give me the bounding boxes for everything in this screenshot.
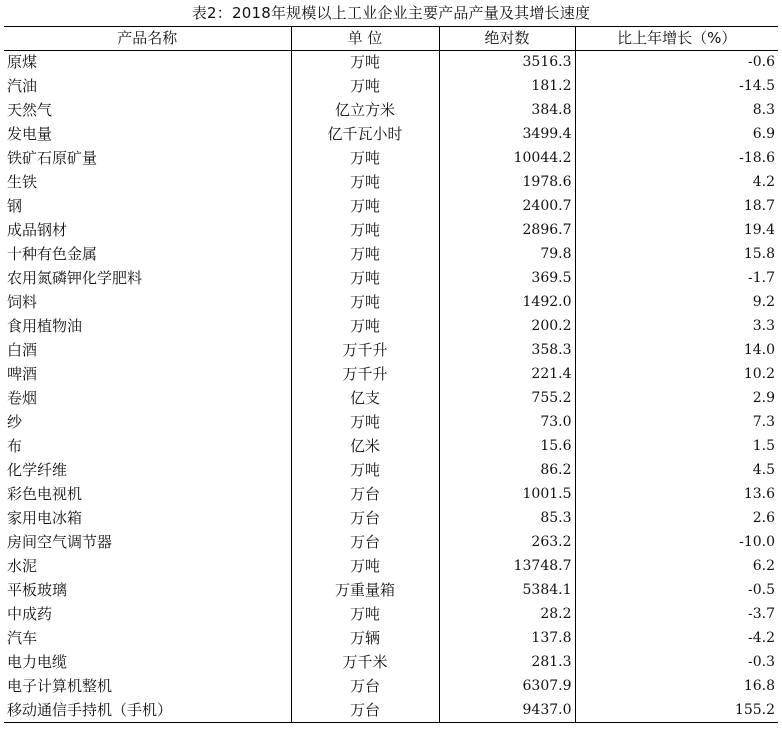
- growth-rate-cell: 15.8: [575, 243, 778, 267]
- unit-cell: 万吨: [291, 171, 439, 195]
- unit-cell: 万千米: [291, 651, 439, 675]
- absolute-value-cell: 137.8: [439, 627, 575, 651]
- unit-cell: 亿千瓦小时: [291, 123, 439, 147]
- product-name-cell: 电子计算机整机: [7, 677, 113, 695]
- unit-cell: 万辆: [291, 627, 439, 651]
- table-row: [4, 315, 778, 339]
- product-name-cell: 彩色电视机: [7, 485, 83, 503]
- unit-cell: 万吨: [291, 147, 439, 171]
- header-growth-rate: 比上年增长（%）: [575, 27, 778, 51]
- unit-cell: 万重量箱: [291, 579, 439, 603]
- table-row: [4, 435, 778, 459]
- growth-rate-cell: -14.5: [575, 75, 778, 99]
- unit-cell: 亿米: [291, 435, 439, 459]
- table-row: [4, 195, 778, 219]
- table-row: [4, 171, 778, 195]
- table-row: [4, 579, 778, 603]
- product-name-cell: 天然气: [7, 101, 53, 119]
- unit-cell: 万台: [291, 483, 439, 507]
- product-name-cell: 布: [7, 437, 23, 455]
- growth-rate-cell: -0.5: [575, 579, 778, 603]
- absolute-value-cell: 1492.0: [439, 291, 575, 315]
- absolute-value-cell: 358.3: [439, 339, 575, 363]
- table-row: [4, 219, 778, 243]
- table-row: [4, 675, 778, 699]
- growth-rate-cell: 3.3: [575, 315, 778, 339]
- product-name-cell: 卷烟: [7, 389, 38, 407]
- table-row: [4, 51, 778, 75]
- growth-rate-cell: 8.3: [575, 99, 778, 123]
- unit-cell: 万吨: [291, 411, 439, 435]
- table-row: [4, 99, 778, 123]
- product-name-cell: 房间空气调节器: [7, 533, 113, 551]
- table-row: [4, 123, 778, 147]
- growth-rate-cell: 13.6: [575, 483, 778, 507]
- table-row: [4, 147, 778, 171]
- product-name-cell: 电力电缆: [7, 653, 68, 671]
- product-name-cell: 白酒: [7, 341, 38, 359]
- absolute-value-cell: 200.2: [439, 315, 575, 339]
- product-name-cell: 饲料: [7, 293, 38, 311]
- absolute-value-cell: 9437.0: [439, 699, 575, 723]
- table-row: [4, 603, 778, 627]
- unit-cell: 亿支: [291, 387, 439, 411]
- table-row: [4, 291, 778, 315]
- product-name-cell: 平板玻璃: [7, 581, 68, 599]
- growth-rate-cell: 18.7: [575, 195, 778, 219]
- table-body: [4, 51, 778, 723]
- unit-cell: 万千升: [291, 339, 439, 363]
- product-output-table: [4, 26, 778, 723]
- absolute-value-cell: 73.0: [439, 411, 575, 435]
- absolute-value-cell: 10044.2: [439, 147, 575, 171]
- growth-rate-cell: 16.8: [575, 675, 778, 699]
- unit-cell: 亿立方米: [291, 99, 439, 123]
- absolute-value-cell: 86.2: [439, 459, 575, 483]
- table-title: 表2：2018年规模以上工业企业主要产品产量及其增长速度: [191, 4, 591, 22]
- product-name-cell: 水泥: [7, 557, 38, 575]
- product-name-cell: 移动通信手持机（手机）: [4, 699, 291, 723]
- absolute-value-cell: 221.4: [439, 363, 575, 387]
- absolute-value-cell: 6307.9: [439, 675, 575, 699]
- product-name-cell: 成品钢材: [7, 221, 68, 239]
- table-row: [4, 651, 778, 675]
- product-name-cell: 啤酒: [7, 365, 38, 383]
- absolute-value-cell: 281.3: [439, 651, 575, 675]
- unit-cell: 万台: [291, 675, 439, 699]
- growth-rate-cell: 2.9: [575, 387, 778, 411]
- table-row: [4, 507, 778, 531]
- absolute-value-cell: 3499.4: [439, 123, 575, 147]
- growth-rate-cell: -0.3: [575, 651, 778, 675]
- table-row: [4, 339, 778, 363]
- growth-rate-cell: 155.2: [575, 699, 778, 723]
- growth-rate-cell: 6.9: [575, 123, 778, 147]
- unit-cell: 万千升: [291, 363, 439, 387]
- unit-cell: 万吨: [291, 219, 439, 243]
- product-name-cell: 纱: [7, 413, 23, 431]
- table-row: [4, 243, 778, 267]
- growth-rate-cell: -4.2: [575, 627, 778, 651]
- unit-cell: 万吨: [291, 315, 439, 339]
- header-product-name: 产品名称: [4, 27, 291, 51]
- absolute-value-cell: 5384.1: [439, 579, 575, 603]
- product-name-cell: 原煤: [7, 53, 38, 72]
- unit-cell: 万吨: [291, 267, 439, 291]
- absolute-value-cell: 263.2: [439, 531, 575, 555]
- unit-cell: 万吨: [291, 75, 439, 99]
- absolute-value-cell: 1978.6: [439, 171, 575, 195]
- growth-rate-cell: -1.7: [575, 267, 778, 291]
- absolute-value-cell: 15.6: [439, 435, 575, 459]
- product-name-cell: 生铁: [7, 173, 38, 191]
- absolute-value-cell: 85.3: [439, 507, 575, 531]
- unit-cell: 万台: [291, 699, 439, 723]
- unit-cell: 万吨: [291, 291, 439, 315]
- table-row: [4, 363, 778, 387]
- unit-cell: 万吨: [291, 459, 439, 483]
- unit-cell: 万吨: [291, 51, 439, 75]
- growth-rate-cell: 10.2: [575, 363, 778, 387]
- product-name-cell: 农用氮磷钾化学肥料: [7, 269, 143, 287]
- absolute-value-cell: 2896.7: [439, 219, 575, 243]
- unit-cell: 万台: [291, 531, 439, 555]
- growth-rate-cell: 4.2: [575, 171, 778, 195]
- growth-rate-cell: 14.0: [575, 339, 778, 363]
- growth-rate-cell: 7.3: [575, 411, 778, 435]
- growth-rate-cell: -0.6: [575, 51, 778, 75]
- product-name-cell: 化学纤维: [7, 461, 68, 479]
- absolute-value-cell: 384.8: [439, 99, 575, 123]
- header-row: [4, 27, 778, 51]
- unit-cell: 万吨: [291, 243, 439, 267]
- table-row: [4, 75, 778, 99]
- growth-rate-cell: 6.2: [575, 555, 778, 579]
- table-row: [4, 411, 778, 435]
- growth-rate-cell: -18.6: [575, 147, 778, 171]
- absolute-value-cell: 28.2: [439, 603, 575, 627]
- table-row: [4, 459, 778, 483]
- growth-rate-cell: 2.6: [575, 507, 778, 531]
- header-unit: 单 位: [291, 27, 439, 51]
- table-row: [4, 483, 778, 507]
- unit-cell: 万吨: [291, 195, 439, 219]
- product-name-cell: 发电量: [7, 125, 53, 143]
- growth-rate-cell: 9.2: [575, 291, 778, 315]
- table-row: [4, 699, 778, 723]
- absolute-value-cell: 3516.3: [439, 51, 575, 75]
- product-name-cell: 汽车: [7, 629, 38, 647]
- table-row: [4, 387, 778, 411]
- growth-rate-cell: 1.5: [575, 435, 778, 459]
- table-row: [4, 531, 778, 555]
- unit-cell: 万台: [291, 507, 439, 531]
- product-name-cell: 钢: [7, 197, 23, 215]
- absolute-value-cell: 13748.7: [439, 555, 575, 579]
- unit-cell: 万吨: [291, 603, 439, 627]
- absolute-value-cell: 181.2: [439, 75, 575, 99]
- product-name-cell: 家用电冰箱: [7, 509, 83, 527]
- header-absolute-value: 绝对数: [439, 27, 575, 51]
- absolute-value-cell: 369.5: [439, 267, 575, 291]
- absolute-value-cell: 1001.5: [439, 483, 575, 507]
- product-name-cell: 中成药: [7, 605, 53, 623]
- product-name-cell: 铁矿石原矿量: [7, 149, 98, 167]
- absolute-value-cell: 2400.7: [439, 195, 575, 219]
- growth-rate-cell: 4.5: [575, 459, 778, 483]
- unit-cell: 万吨: [291, 555, 439, 579]
- product-name-cell: 食用植物油: [7, 317, 83, 335]
- growth-rate-cell: -10.0: [575, 531, 778, 555]
- absolute-value-cell: 79.8: [439, 243, 575, 267]
- absolute-value-cell: 755.2: [439, 387, 575, 411]
- product-name-cell: 十种有色金属: [7, 245, 98, 263]
- table-row: [4, 555, 778, 579]
- table-row: [4, 627, 778, 651]
- table-row: [4, 267, 778, 291]
- growth-rate-cell: -3.7: [575, 603, 778, 627]
- product-name-cell: 汽油: [7, 77, 38, 95]
- growth-rate-cell: 19.4: [575, 219, 778, 243]
